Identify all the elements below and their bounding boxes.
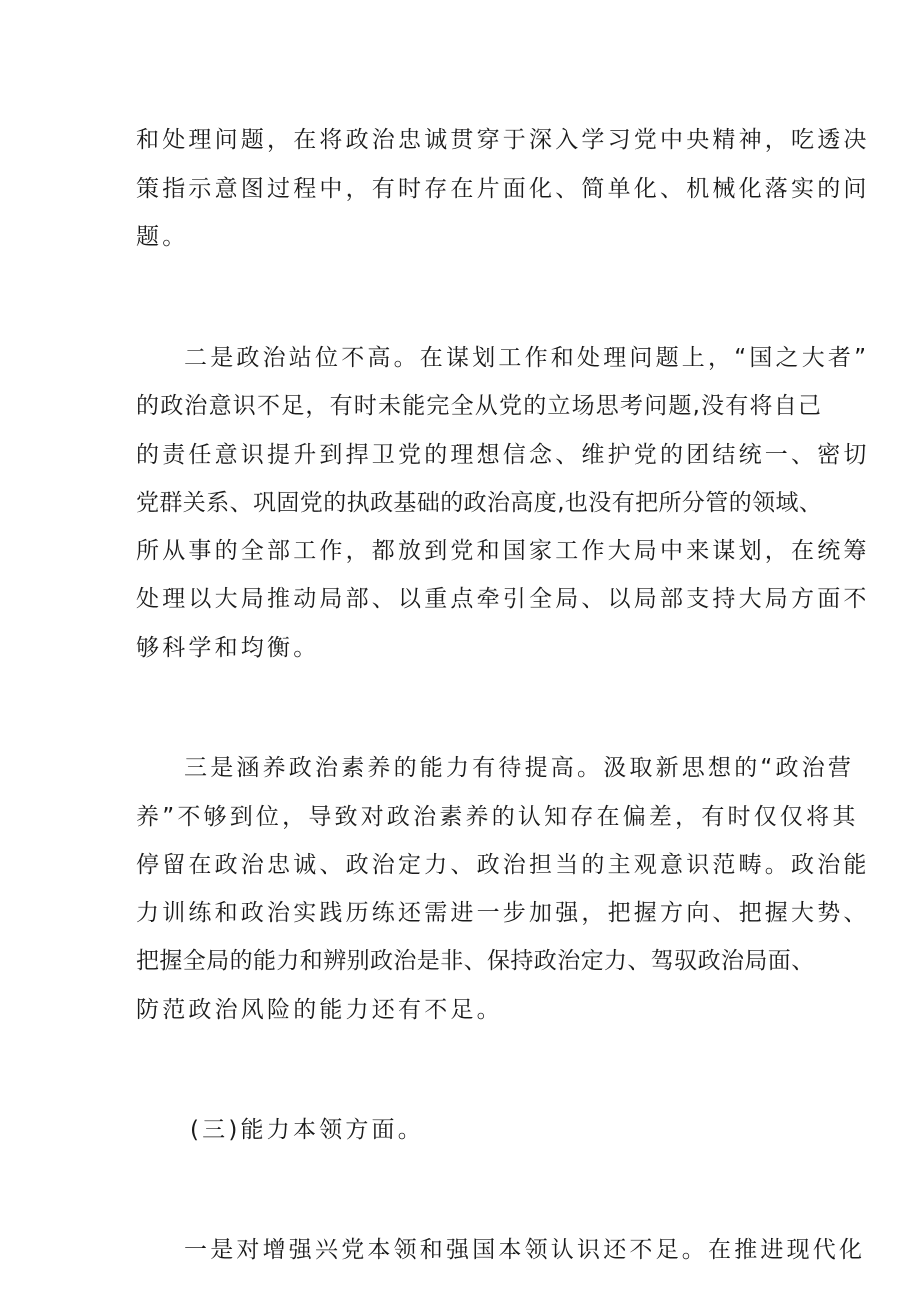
paragraph-1-line-1: 和处理问题，在将政治忠诚贯穿于深入学习党中央精神，吃透决: [136, 127, 870, 153]
paragraph-3-line-2: 养”不够到位，导致对政治素养的认知存在偏差，有时仅仅将其: [136, 804, 859, 830]
section-heading: (三)能力本领方面。: [190, 1117, 424, 1143]
paragraph-2-line-2: 的政治意识不足，有时未能完全从党的立场思考问题,没有将自己: [136, 393, 823, 419]
paragraph-2-line-7: 够科学和均衡。: [136, 635, 320, 661]
paragraph-1-line-3: 题。: [136, 224, 189, 250]
paragraph-2-line-4: 党群关系、巩固党的执政基础的政治高度,也没有把所分管的领域、: [136, 490, 823, 516]
paragraph-3-line-4: 力训练和政治实践历练还需进一步加强，把握方向、把握大势、: [136, 900, 870, 926]
paragraph-2-line-6: 处理以大局推动局部、以重点牵引全局、以局部支持大局方面不: [136, 586, 870, 612]
paragraph-3-line-6: 防范政治风险的能力还有不足。: [136, 997, 503, 1023]
paragraph-3-line-3: 停留在政治忠诚、政治定力、政治担当的主观意识范畴。政治能: [136, 852, 870, 878]
paragraph-1-line-2: 策指示意图过程中，有时存在片面化、简单化、机械化落实的问: [136, 176, 870, 202]
paragraph-2-line-5: 所从事的全部工作，都放到党和国家工作大局中来谋划，在统筹: [136, 538, 870, 564]
paragraph-2-line-3: 的责任意识提升到捍卫党的理想信念、维护党的团结统一、密切: [136, 442, 870, 468]
paragraph-5-line-1: 一是对增强兴党本领和强国本领认识还不足。在推进现代化: [184, 1237, 866, 1263]
paragraph-2-line-1: 二是政治站位不高。在谋划工作和处理问题上，“国之大者”: [184, 345, 870, 371]
paragraph-3-line-5: 把握全局的能力和辨别政治是非、保持政治定力、驾驭政治局面、: [136, 948, 815, 974]
paragraph-3-line-1: 三是涵养政治素养的能力有待提高。汲取新思想的“政治营: [184, 755, 855, 781]
